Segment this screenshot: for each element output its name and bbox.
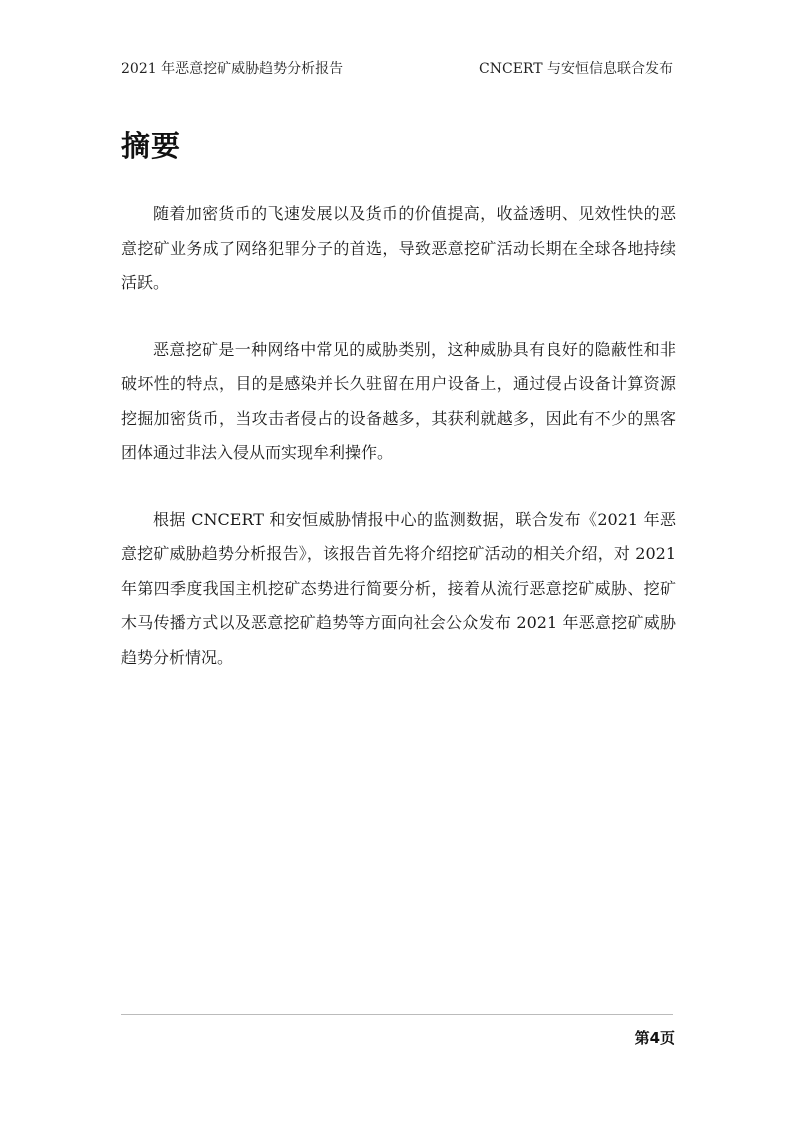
- paragraph-3: 根据 CNCERT 和安恒威胁情报中心的监测数据，联合发布《2021 年恶意挖矿威胁趋势分析报告》，该报告首先将介绍挖矿活动的相关介绍，对 2021 年第四季度我国主机挖矿态势进行简要分析，接着从流行恶意挖矿威胁、挖矿木马传播方式以及恶意挖矿趋势等方面向社会公众发布 2021 年恶意挖矿威胁趋势分析情况。: [121, 509, 676, 667]
- page-number: 第4页: [634, 1029, 675, 1047]
- abstract-body: [121, 197, 676, 707]
- paragraph-1: 随着加密货币的飞速发展以及货币的价值提高，收益透明、见效性快的恶意挖矿业务成了网络犯罪分子的首选，导致恶意挖矿活动长期在全球各地持续活跃。: [121, 204, 676, 292]
- header-report-title: 2021 年恶意挖矿威胁趋势分析报告: [121, 61, 344, 77]
- section-title: 摘要: [121, 129, 182, 163]
- footer-divider: [121, 1014, 673, 1015]
- paragraph-2: 恶意挖矿是一种网络中常见的威胁类别，这种威胁具有良好的隐蔽性和非破坏性的特点，目的是感染并长久驻留在用户设备上，通过侵占设备计算资源挖掘加密货币，当攻击者侵占的设备越多，其获利就越多，因此有不少的黑客团体通过非法入侵从而实现牟利操作。: [121, 339, 676, 462]
- page-header: [121, 57, 673, 79]
- header-publisher: CNCERT 与安恒信息联合发布: [479, 61, 673, 77]
